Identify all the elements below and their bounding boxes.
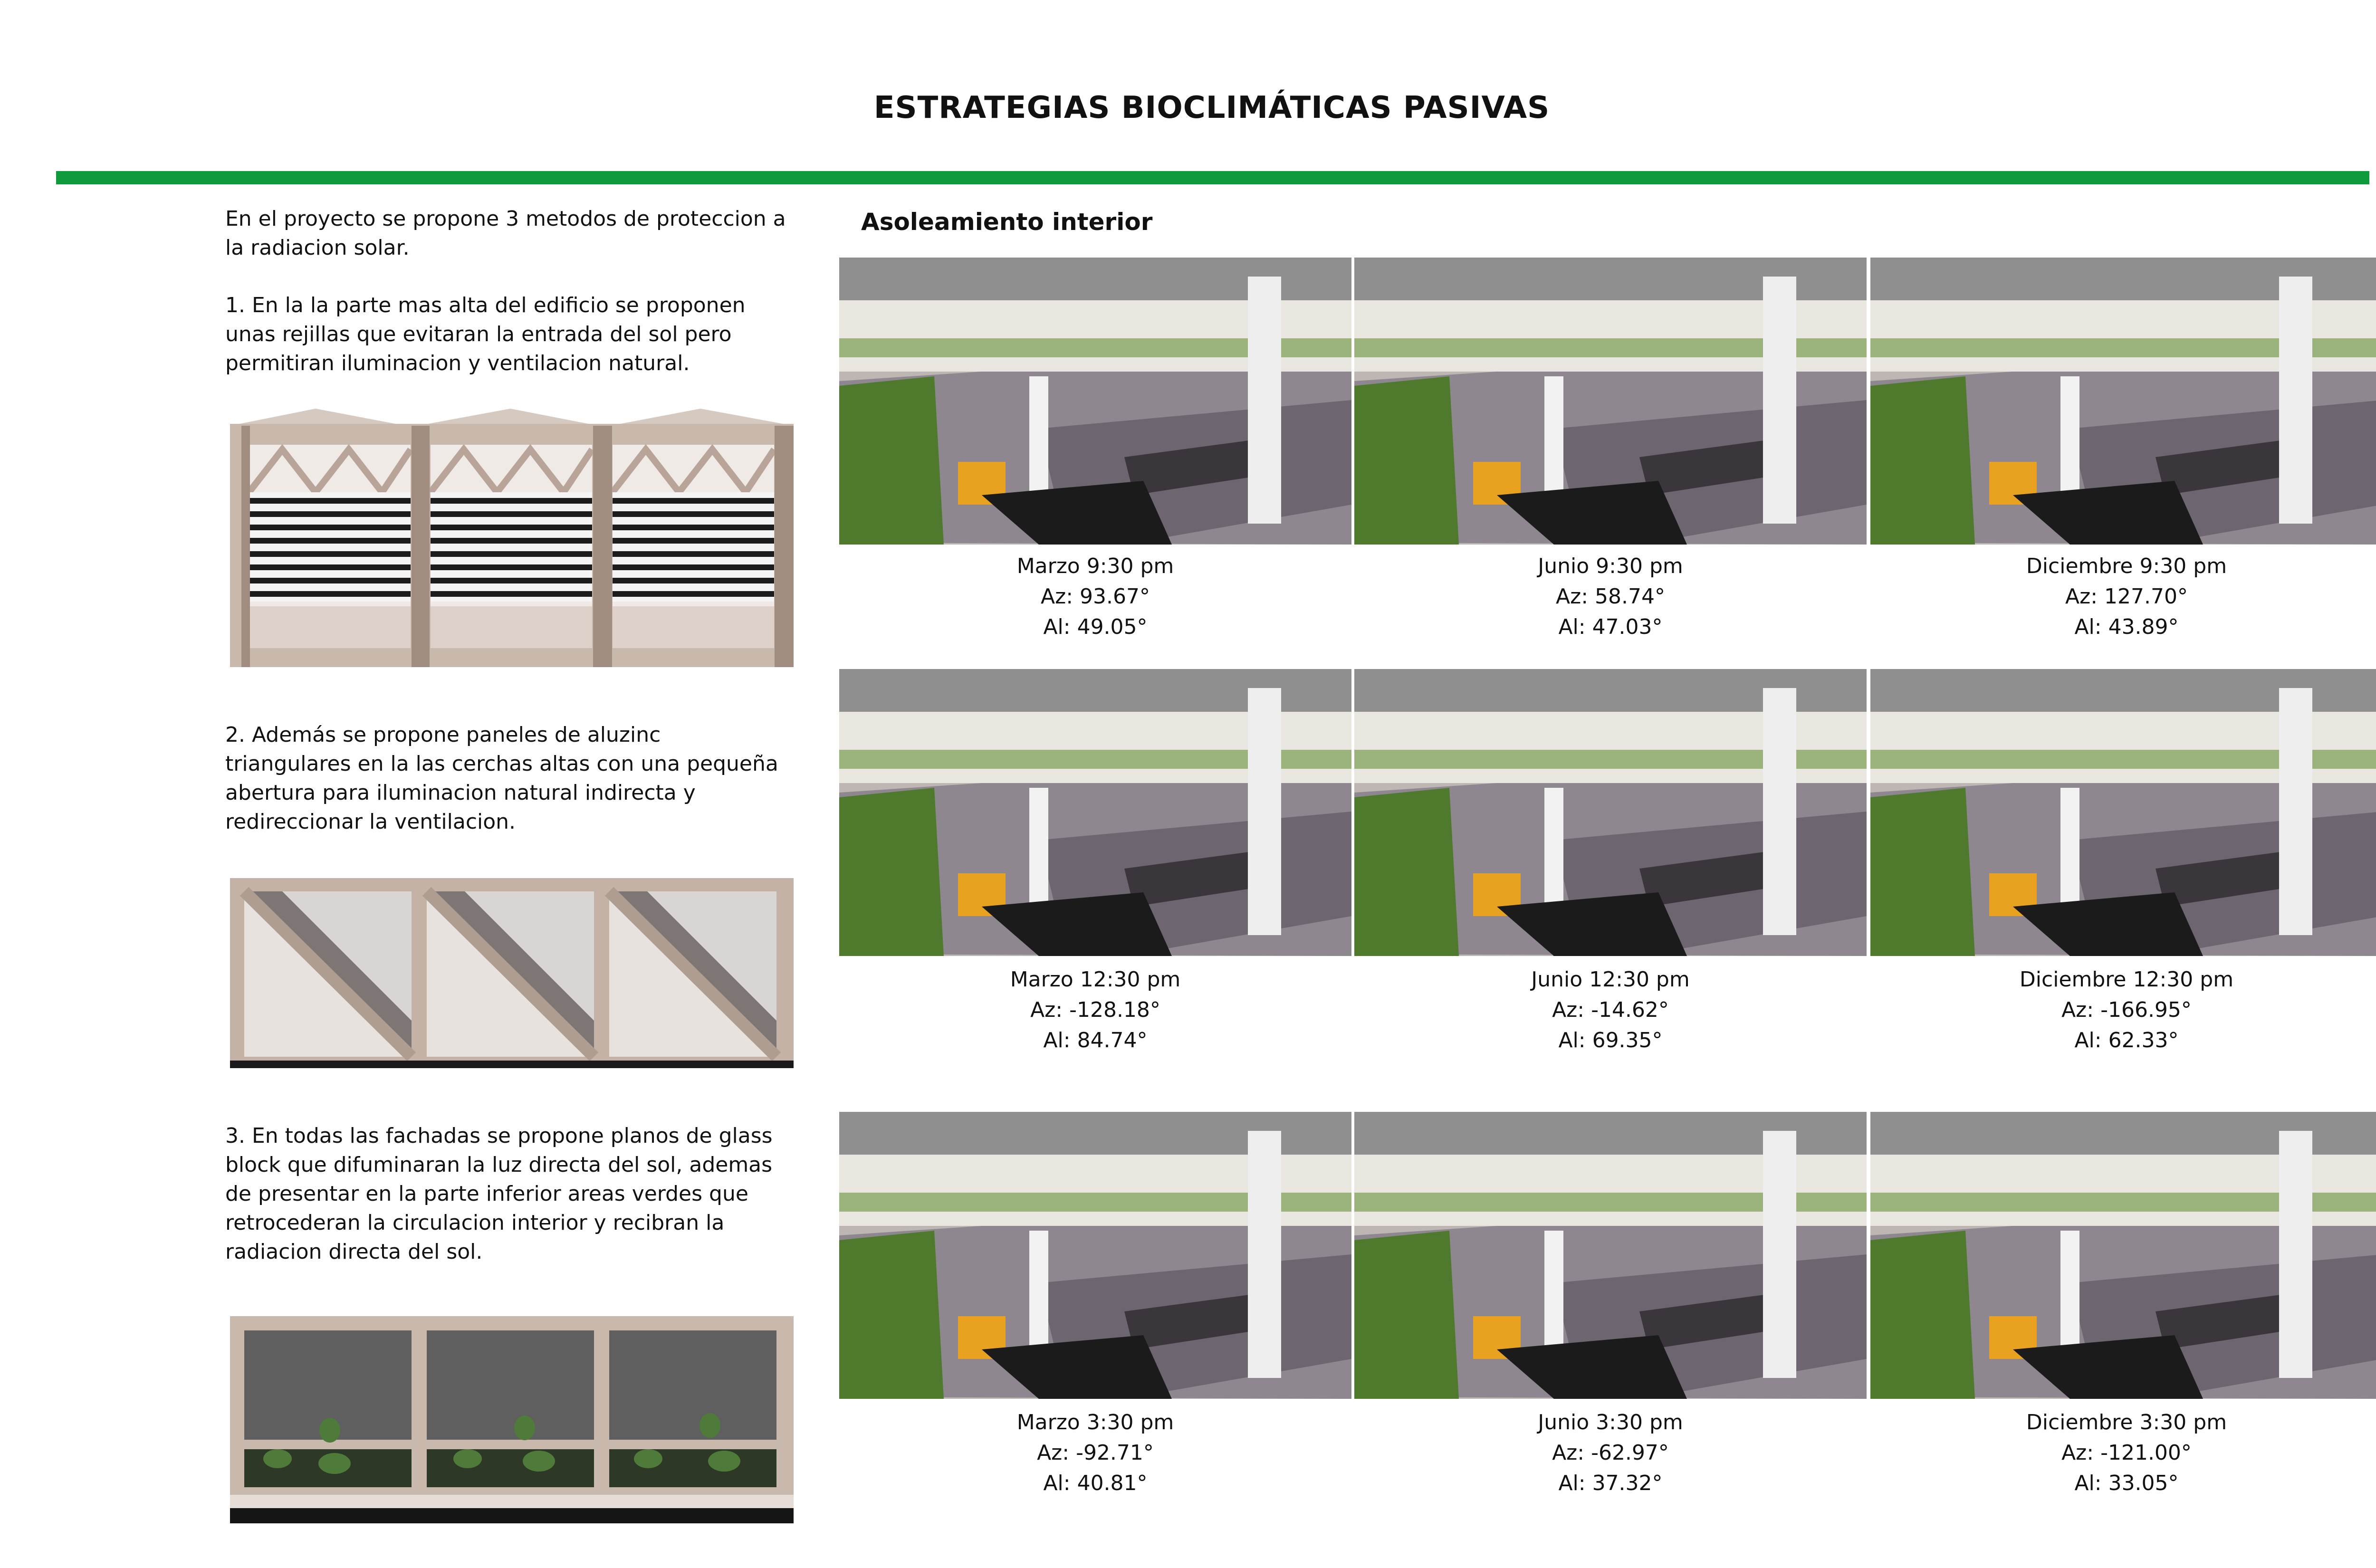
sun-study-caption (1354, 551, 1867, 642)
sun-study-caption (1354, 1407, 1867, 1499)
interior-sunlight-subtitle: Asoleamiento interior (861, 208, 1153, 236)
interior-render-image (1354, 669, 1867, 956)
strategy-3-text: 3. En todas las fachadas se propone planos de glass block que difuminaran la luz directa del sol, ademas de presentar en la parte inferior areas verdes que retrocederan la circulacion interior y recibran la radiacion directa del sol. (225, 1124, 773, 1264)
interior-render-image (839, 669, 1351, 956)
caption-al: Al: 69.35° (1558, 1028, 1663, 1052)
strategy-1-text: 1. En la la parte mas alta del edificio se proponen unas rejillas que evitaran la entrada del sol pero permitiran iluminacion y ventilacion natural. (225, 293, 746, 375)
caption-al: Al: 84.74° (1043, 1028, 1148, 1052)
interior-render-image (1870, 1112, 2376, 1399)
caption-az: Az: 58.74° (1556, 584, 1665, 609)
interior-render-image (1870, 258, 2376, 545)
triangular-panel-elevation-drawing (230, 878, 794, 1068)
caption-al: Al: 62.33° (2074, 1028, 2179, 1052)
interior-render-image (839, 258, 1351, 545)
sun-study-caption (839, 551, 1351, 642)
strategy-2-text: 2. Además se propone paneles de aluzinc triangulares en la las cerchas altas con una pequeña abertura para iluminacion natural indirecta y redireccionar la ventilacion. (225, 723, 778, 834)
sun-study-caption (839, 965, 1351, 1056)
caption-az: Az: -121.00° (2061, 1441, 2192, 1465)
caption-label: Marzo 12:30 pm (1010, 967, 1181, 992)
caption-label: Diciembre 12:30 pm (2019, 967, 2234, 992)
interior-render-image (1354, 258, 1867, 545)
caption-label: Diciembre 3:30 pm (2026, 1410, 2227, 1434)
intro-text: En el proyecto se propone 3 metodos de proteccion a la radiacion solar. (225, 207, 786, 260)
caption-label: Junio 9:30 pm (1538, 554, 1683, 578)
title-divider-bar (56, 171, 2369, 184)
caption-label: Diciembre 9:30 pm (2026, 554, 2227, 578)
caption-al: Al: 37.32° (1558, 1471, 1663, 1495)
caption-az: Az: -128.18° (1030, 998, 1160, 1022)
caption-al: Al: 40.81° (1043, 1471, 1148, 1495)
interior-render-image (1354, 1112, 1867, 1399)
caption-label: Marzo 9:30 pm (1016, 554, 1174, 578)
sun-study-caption (1870, 551, 2376, 642)
caption-az: Az: -14.62° (1552, 998, 1669, 1022)
caption-az: Az: 93.67° (1041, 584, 1150, 609)
caption-az: Az: -166.95° (2061, 998, 2192, 1022)
interior-render-image (839, 1112, 1351, 1399)
interior-render-image (1870, 669, 2376, 956)
sun-study-caption (839, 1407, 1351, 1499)
caption-al: Al: 47.03° (1558, 615, 1663, 639)
caption-label: Marzo 3:30 pm (1016, 1410, 1174, 1434)
caption-label: Junio 3:30 pm (1538, 1410, 1683, 1434)
caption-az: Az: -92.71° (1037, 1441, 1154, 1465)
caption-al: Al: 43.89° (2074, 615, 2179, 639)
caption-label: Junio 12:30 pm (1531, 967, 1690, 992)
sun-study-caption (1870, 1407, 2376, 1499)
louver-elevation-drawing (230, 407, 794, 667)
page-title: ESTRATEGIAS BIOCLIMÁTICAS PASIVAS (873, 90, 1550, 125)
caption-al: Al: 49.05° (1043, 615, 1148, 639)
glass-block-elevation-drawing (230, 1316, 794, 1523)
sun-study-caption (1870, 965, 2376, 1056)
caption-al: Al: 33.05° (2074, 1471, 2179, 1495)
sun-study-caption (1354, 965, 1867, 1056)
caption-az: Az: 127.70° (2065, 584, 2188, 609)
caption-az: Az: -62.97° (1552, 1441, 1669, 1465)
